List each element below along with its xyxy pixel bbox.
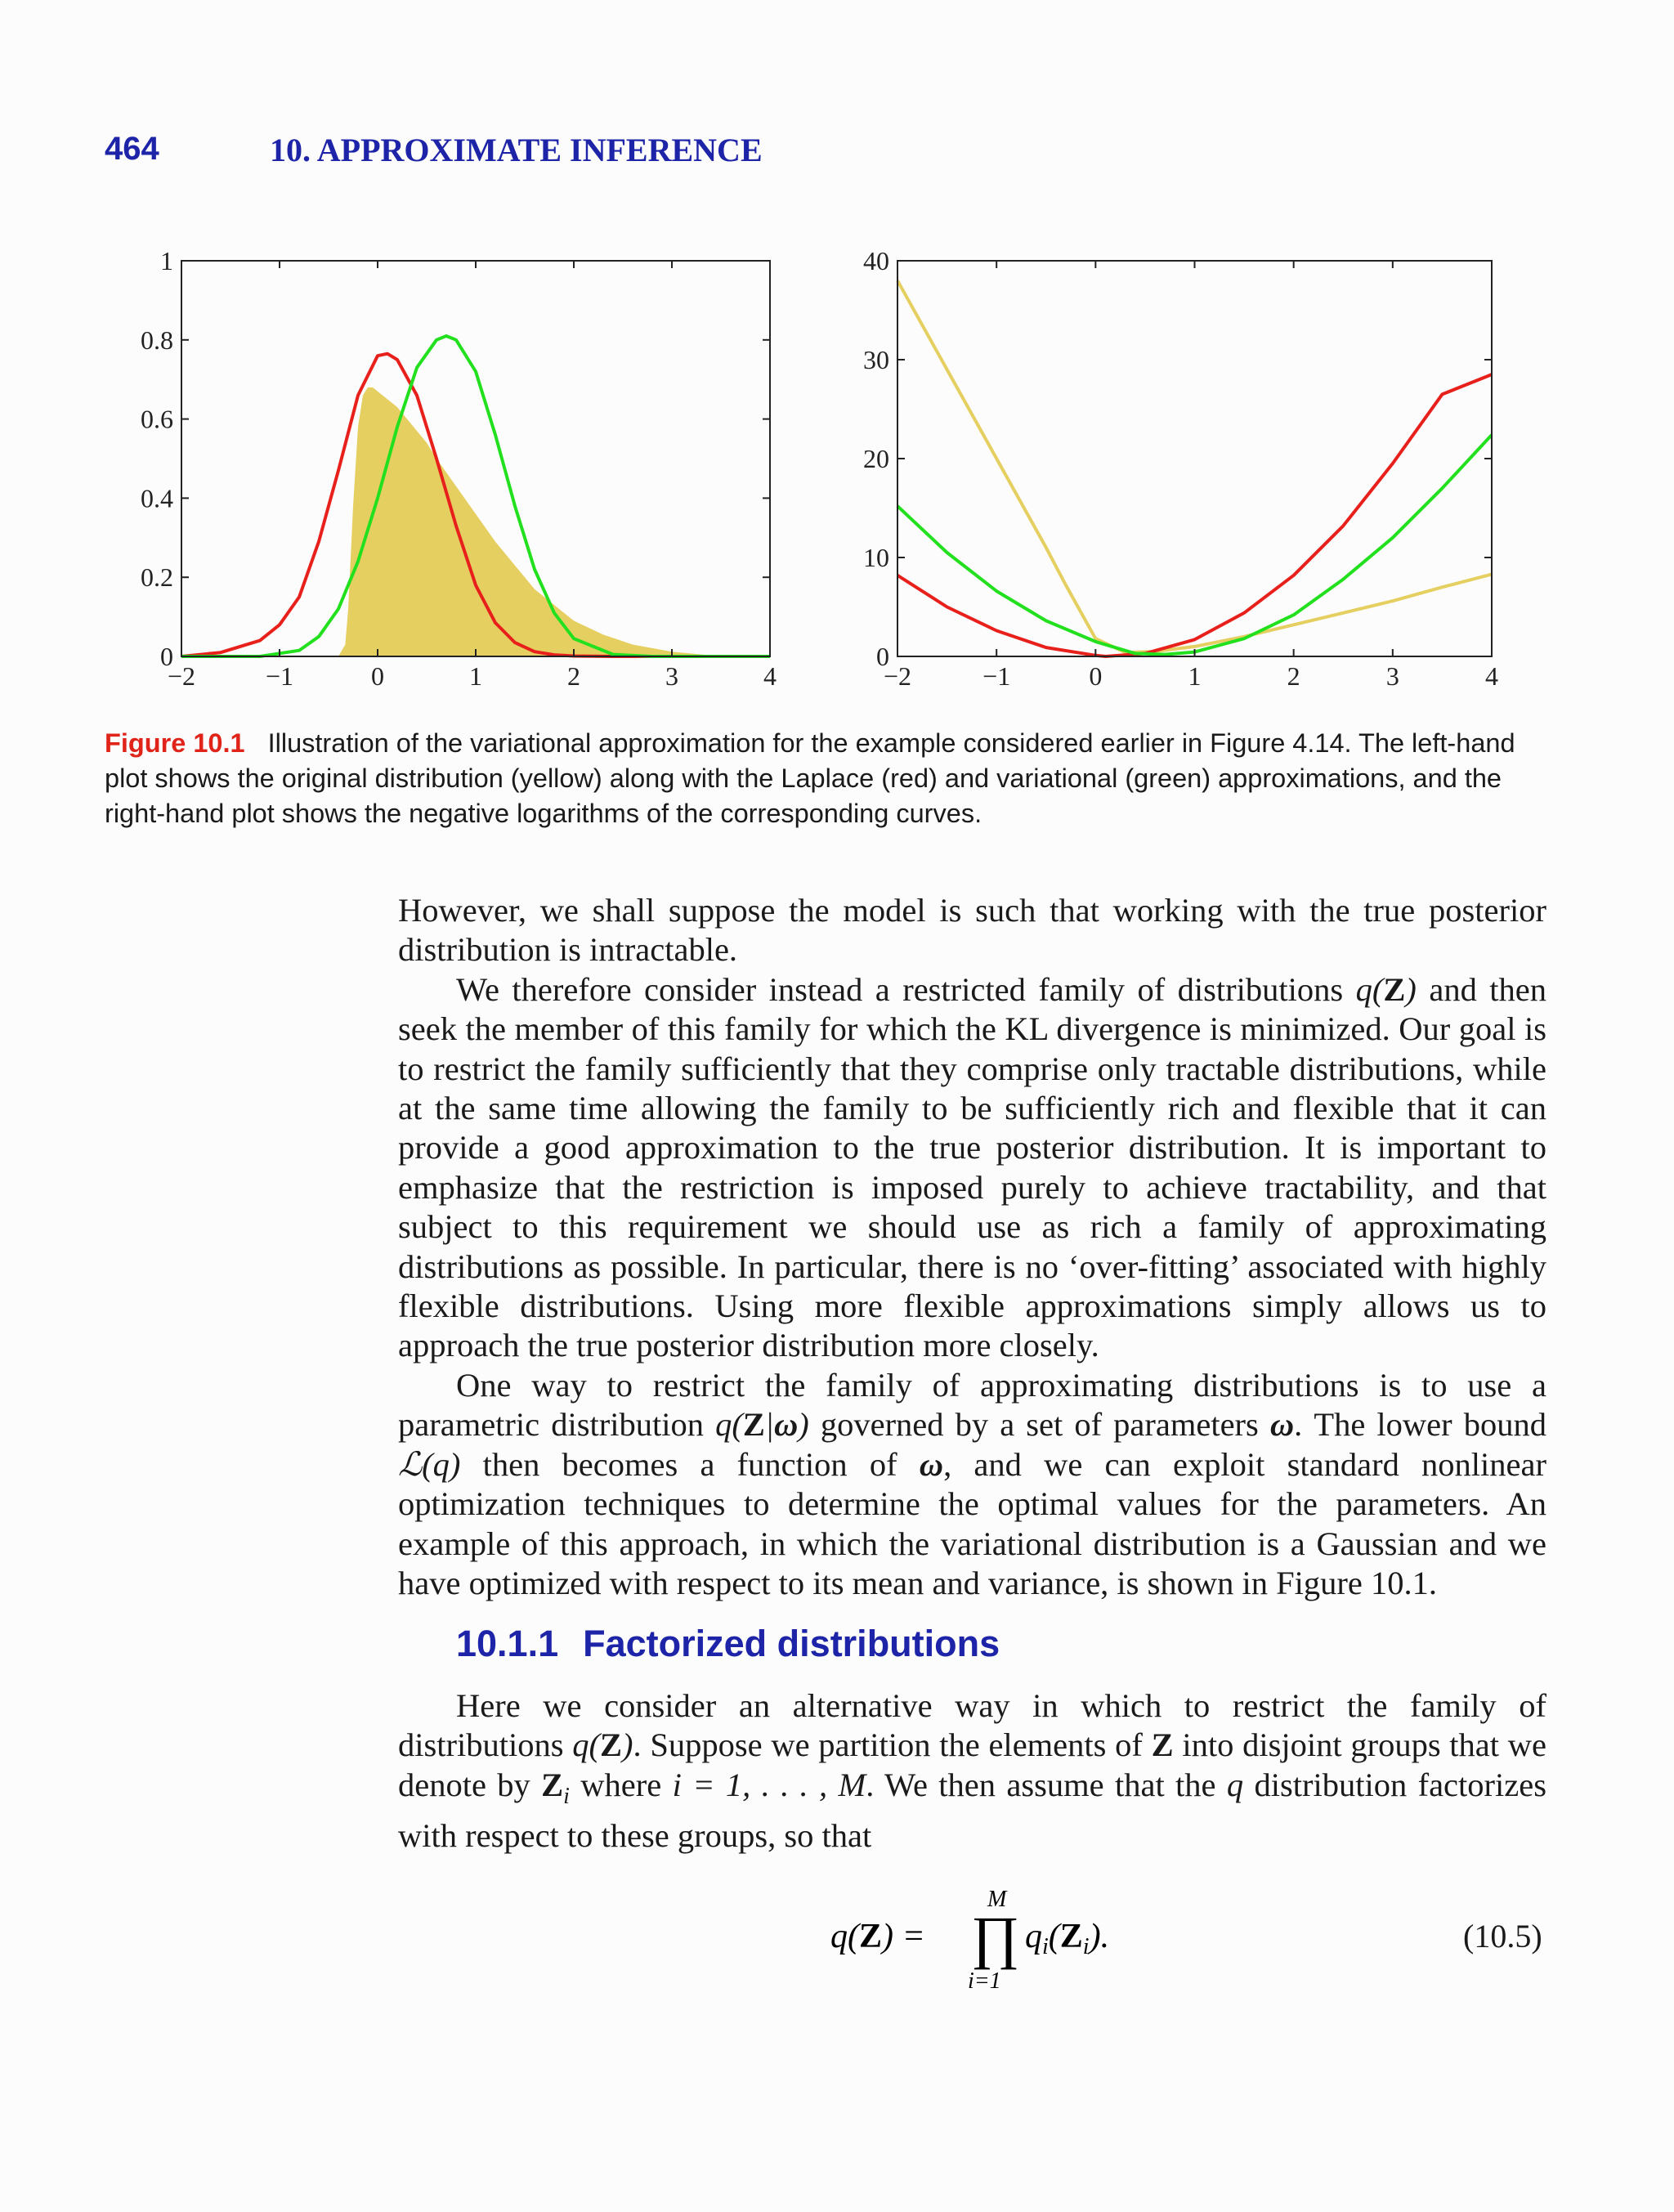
math-qZ-2: q(Z) <box>572 1726 633 1764</box>
math-q-Z-omega: q(Z|ω) <box>715 1406 809 1444</box>
section-number: 10.1.1 <box>456 1623 559 1664</box>
plot1-ytick-label: 10 <box>863 543 889 572</box>
math-Z: Z <box>1151 1726 1174 1764</box>
plot0-ytick-label: 0.4 <box>141 483 173 513</box>
figure-label: Figure 10.1 <box>105 728 245 758</box>
caption-text: Illustration of the variational approximation for the example considered earlier in Figure 4.14. The left-hand plot shows the original distribution (yellow) along with the Laplace (red) and variational (green) approximations, and the right-hand plot shows the negative logarithms of the corresponding curves. <box>105 728 1515 828</box>
figure-caption <box>105 726 1548 831</box>
figure-10-1 <box>0 0 1674 711</box>
section-paragraph <box>398 1686 1546 1856</box>
math-omega: ω <box>1269 1406 1295 1444</box>
equation-10-5 <box>817 1872 1553 2003</box>
plot1-xtick-label: −1 <box>982 661 1011 691</box>
paragraph-4: Here we consider an alternative way in which to restrict the family of distributions q(Z). Suppose we partition the elements of Z into disjoint groups that we denote by $Z_i$ where i = 1, . . . , M. We then assume that the q distribution factorizes with respect to these groups, so that <box>398 1687 1546 1855</box>
math-Zi: $Z_i$ <box>541 1766 570 1809</box>
paragraph-1: However, we shall suppose the model is such that working with the true posterior distribution is intractable. <box>398 892 1546 969</box>
plot0-ytick-label: 0.8 <box>141 325 173 355</box>
equation-rhs: qi(Zi). <box>1025 1918 1110 1959</box>
plot1-ytick-label: 40 <box>863 246 889 275</box>
plot1-xtick-label: 3 <box>1385 661 1399 691</box>
plot1-xtick-label: 1 <box>1188 661 1202 691</box>
plot1-series-0-line <box>897 280 1492 652</box>
plot0-ytick-label: 1 <box>160 246 173 275</box>
product-symbol: ∏ <box>971 1905 1020 1970</box>
math-Lq: ℒ(q) <box>398 1445 461 1483</box>
page-number: 464 <box>105 131 159 167</box>
plot0-xtick-label: 3 <box>665 661 678 691</box>
paragraph-2: We therefore consider instead a restricted family of distributions q(Z) and then seek the member of this family for which the KL divergence is minimized. Our goal is to restrict the family sufficiently that they comprise only tractable distributions, while at the same time allowing the family to be sufficiently rich and flexible that it can provide a good approximation to the true posterior distribution. It is important to emphasize that the restriction is imposed purely to achieve tractability, and that subject to this requirement we should use as rich a family of approximating distributions as possible. In particular, there is no ‘over-fitting’ associated with highly flexible distributions. Using more flexible approximations simply allows us to approach the true posterior distribution more closely. <box>398 970 1546 1364</box>
plot1-xtick-label: 0 <box>1089 661 1103 691</box>
chapter-title: 10. APPROXIMATE INFERENCE <box>270 132 763 168</box>
plot0-xtick-label: 0 <box>371 661 384 691</box>
plot0-xtick-label: −2 <box>167 661 196 691</box>
section-heading <box>456 1623 1000 1665</box>
section-title: Factorized distributions <box>583 1623 1000 1664</box>
product-upper-limit: M <box>987 1887 1007 1912</box>
plot0-ytick-label: 0 <box>160 642 173 671</box>
plot1-series-1-line <box>897 374 1492 656</box>
product-lower-limit: i=1 <box>968 1968 1001 1994</box>
math-omega-2: ω <box>919 1445 944 1483</box>
plot1-ytick-label: 0 <box>876 642 889 671</box>
plot0-xtick-label: 4 <box>763 661 777 691</box>
plot0-xtick-label: 2 <box>567 661 580 691</box>
math-q: q <box>1226 1766 1244 1803</box>
right-plot <box>863 246 1498 691</box>
equation-number: (10.5) <box>1463 1918 1542 1955</box>
paragraph-3: One way to restrict the family of approximating distributions is to use a parametric distribution q(Z|ω) governed by a set of parameters ω. The lower bound ℒ(q) then becomes a function of ω, and we can exploit standard nonlinear optimization techniques to determine the optimal values for the parameters. An example of this approach, in which the variational distribution is a Gaussian and we have optimized with respect to its mean and variance, is shown in Figure 10.1. <box>398 1366 1546 1601</box>
plot1-ytick-label: 20 <box>863 444 889 473</box>
plot1-ytick-label: 30 <box>863 345 889 374</box>
plot0-xtick-label: −1 <box>265 661 294 691</box>
plot1-xtick-label: 2 <box>1287 661 1300 691</box>
equation-lhs: q(Z) = <box>830 1918 925 1955</box>
left-plot <box>141 246 777 691</box>
plot0-xtick-label: 1 <box>469 661 482 691</box>
plot0-ytick-label: 0.2 <box>141 562 173 593</box>
plot1-xtick-label: −2 <box>883 661 912 691</box>
body-paragraphs <box>398 891 1546 1603</box>
plot1-xtick-label: 4 <box>1485 661 1498 691</box>
math-qZ: q(Z) <box>1355 970 1417 1008</box>
math-i-range: i = 1, . . . , M <box>672 1766 866 1803</box>
plot0-ytick-label: 0.6 <box>141 404 173 434</box>
plot1-series-2-line <box>897 435 1492 655</box>
